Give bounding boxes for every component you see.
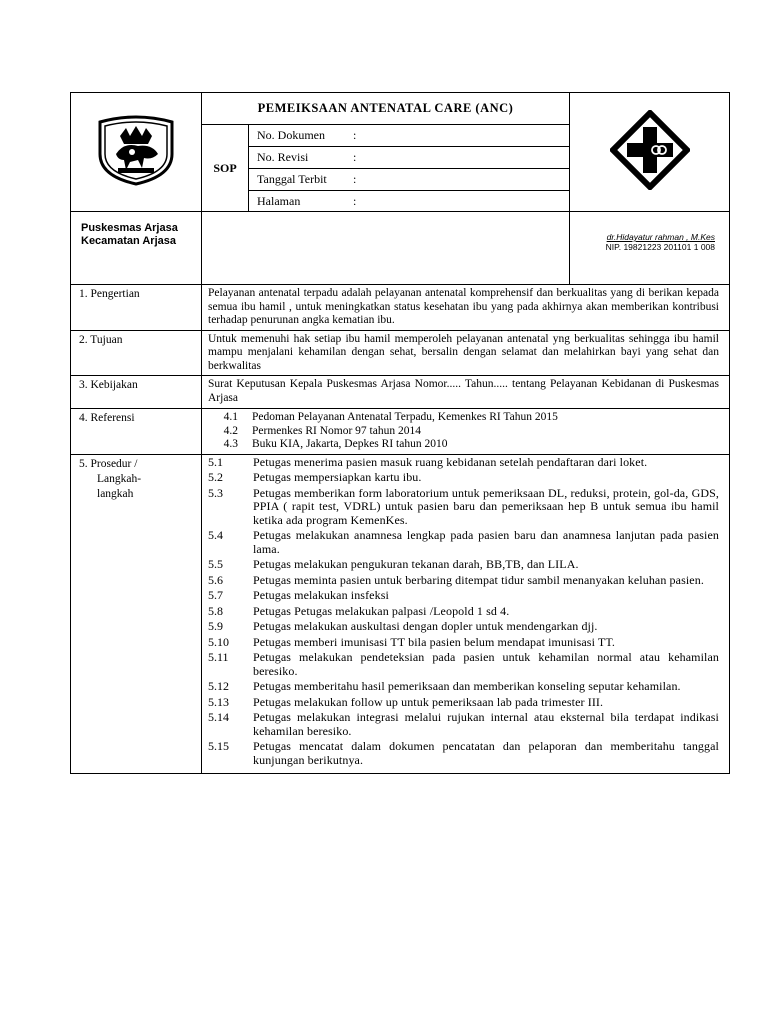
meta-key: Halaman [257, 194, 301, 208]
list-item [208, 651, 719, 678]
step-text: Petugas Petugas melakukan palpasi /Leopold 1 sd 4. [253, 603, 510, 618]
label-referensi: 4. Referensi [71, 409, 202, 455]
step-text: Petugas meminta pasien untuk berbaring ditempat tidur sambil menanyakan keluhan pasien. [253, 572, 704, 587]
list-item [208, 711, 719, 738]
step-text: Petugas melakukan insfeksi [253, 588, 389, 602]
step-text: Petugas memberikan form laboratorium untuk pemeriksaan DL, reduksi, protein, gol-da, GDS, PPIA ( rapit test, VDRL) untuk pasien baru dan pemeriksaan hep B untuk semua ibu hamil ketika ada program KemenKes. [253, 485, 719, 527]
list-item [208, 574, 719, 588]
referensi-list [202, 409, 730, 455]
list-item [208, 529, 719, 556]
list-item: 4.1 Pedoman Pelayanan Antenatal Terpadu, Kemenkes RI Tahun 2015 [223, 411, 558, 423]
sop-meta-block [202, 125, 569, 211]
step-text: Petugas memberitahu hasil pemeriksaan dan memberikan konseling seputar kehamilan. [253, 679, 681, 693]
list-item [208, 471, 719, 485]
step-number: 5.1 [208, 454, 223, 469]
signatory-nip: NIP. 19821223 201101 1 008 [605, 242, 715, 252]
list-item [208, 589, 719, 603]
meta-row-no-dokumen [249, 125, 569, 147]
list-item [208, 740, 719, 767]
row-pengertian [71, 285, 730, 331]
step-number: 5.5 [208, 557, 223, 571]
label-pengertian: 1. Pengertian [71, 285, 202, 331]
signature-cell [570, 212, 730, 285]
puskesmas-logo-icon [610, 110, 690, 190]
text-kebijakan: Surat Keputusan Kepala Puskesmas Arjasa Nomor..... Tahun..... tentang Pelayanan Kebidanan di Puskesmas Arjasa [202, 376, 730, 409]
list-item [208, 456, 719, 470]
step-number: 5.14 [208, 710, 229, 724]
step-text: Petugas melakukan auskultasi dengan dopler untuk mendengarkan djj. [253, 619, 598, 633]
step-text: Petugas melakukan anamnesa lengkap pada pasien baru dan anamnesa lanjutan pada pasien lama. [253, 528, 719, 556]
text-tujuan: Untuk memenuhi hak setiap ibu hamil memperoleh pelayanan antenatal yng berkualitas sehingga ibu hamil mampu menjalani kehamilan dengan sehat, bersalin dengan selamat dan melahirkan bayi yang sehat dan berkwalitas [202, 330, 730, 376]
list-item [208, 558, 719, 572]
row-referensi [71, 409, 730, 455]
prosedur-steps [202, 454, 730, 774]
step-text: Petugas mencatat dalam dokumen pencatatan dan pelaporan dan memberitahu tanggal kunjungan berikutnya. [253, 739, 719, 767]
meta-row-halaman [249, 191, 569, 212]
list-item [208, 487, 719, 528]
sop-table [70, 92, 730, 774]
meta-row-no-revisi [249, 147, 569, 169]
header-row [71, 93, 730, 212]
row-kebijakan [71, 376, 730, 409]
meta-key: No. Revisi [257, 150, 309, 164]
step-text: Petugas menerima pasien masuk ruang kebidanan setelah pendaftaran dari loket. [253, 454, 648, 469]
signatory-name: dr.Hidayatur rahman , M.Kes [606, 232, 715, 242]
step-number: 5.7 [208, 588, 223, 602]
title-cell [202, 93, 570, 212]
step-number: 5.12 [208, 679, 229, 693]
list-item [208, 620, 719, 634]
row-prosedur [71, 454, 730, 774]
document-title: PEMEIKSAAN ANTENATAL CARE (ANC) [202, 93, 569, 125]
list-item [208, 636, 719, 650]
label-prosedur: 5. Prosedur / Langkah- langkah [71, 454, 202, 774]
step-number: 5.15 [208, 739, 229, 753]
step-text: Petugas melakukan integrasi melalui rujukan internal atau eksternal bila terdapat indikasi kehamilan beresiko. [253, 710, 719, 738]
step-number: 5.3 [208, 485, 223, 500]
meta-key: No. Dokumen [257, 128, 325, 142]
label-tujuan: 2. Tujuan [71, 330, 202, 376]
list-item [208, 696, 719, 710]
list-item [208, 680, 719, 694]
step-text: Petugas memberi imunisasi TT bila pasien belum mendapat imunisasi TT. [253, 634, 615, 649]
meta-colon: : [353, 128, 357, 142]
empty-cell [202, 212, 570, 285]
list-item [208, 605, 719, 619]
step-text: Petugas melakukan follow up untuk pemeriksaan lab pada trimester III. [253, 694, 604, 709]
step-text: Petugas mempersiapkan kartu ibu. [253, 470, 422, 484]
puskesmas-logo-cell [570, 93, 730, 212]
org-name-line1: Puskesmas Arjasa [81, 222, 178, 234]
meta-colon: : [353, 150, 357, 164]
org-row [71, 212, 730, 285]
regional-emblem-icon [94, 114, 178, 186]
step-number: 5.4 [208, 528, 223, 542]
row-tujuan [71, 330, 730, 376]
meta-list [249, 125, 569, 211]
step-number: 5.10 [208, 634, 229, 649]
meta-colon: : [353, 194, 357, 208]
text-pengertian: Pelayanan antenatal terpadu adalah pelayanan antenatal komprehensif dan berkualitas yang di berikan kepada semua ibu hamil , untuk meningkatkan status kesehatan ibu yang pada akhirnya akan memberikan kontribusi terhadap penurunan angka kematian ibu. [202, 285, 730, 331]
sop-document [70, 92, 729, 774]
sop-label: SOP [202, 125, 249, 211]
step-number: 5.9 [208, 619, 223, 633]
step-number: 5.6 [208, 572, 223, 587]
meta-key: Tanggal Terbit [257, 172, 327, 186]
regional-logo-cell [71, 93, 202, 212]
step-number: 5.8 [208, 603, 223, 618]
step-text: Petugas melakukan pengukuran tekanan darah, BB,TB, dan LILA. [253, 557, 579, 571]
step-number: 5.13 [208, 694, 229, 709]
step-number: 5.2 [208, 470, 223, 484]
org-name-line2: Kecamatan Arjasa [81, 235, 176, 247]
step-text: Petugas melakukan pendeteksian pada pasien untuk kehamilan normal atau kehamilan beresiko. [253, 650, 719, 678]
meta-row-tanggal-terbit [249, 169, 569, 191]
org-name-cell [71, 212, 202, 285]
meta-colon: : [353, 172, 357, 186]
list-item: 4.2 Permenkes RI Nomor 97 tahun 2014 [223, 424, 421, 437]
step-number: 5.11 [208, 650, 229, 664]
list-item: 4.3 Buku KIA, Jakarta, Depkes RI tahun 2010 [223, 438, 448, 450]
label-kebijakan: 3. Kebijakan [71, 376, 202, 409]
